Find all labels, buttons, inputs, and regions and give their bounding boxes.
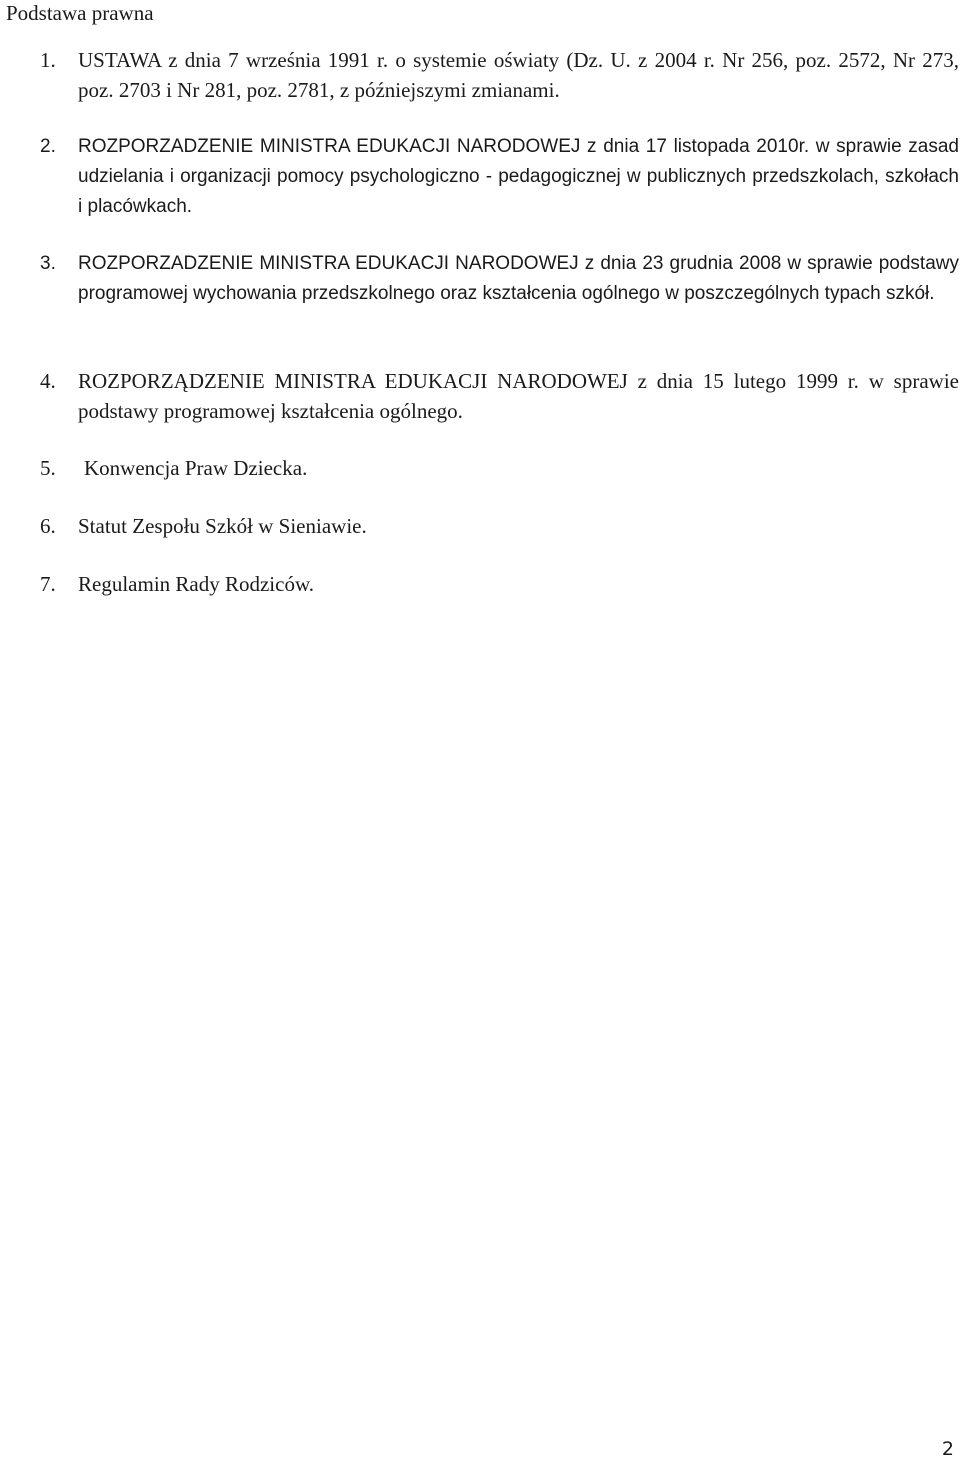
item-text: Regulamin Rady Rodziców.: [78, 572, 315, 596]
page-heading: Podstawa prawna: [6, 1, 154, 25]
item-number: 7.: [40, 572, 56, 596]
item-text: Statut Zespołu Szkół w Sieniawie.: [78, 514, 367, 538]
item-number: 6.: [40, 514, 56, 538]
item-text: ROZPORZĄDZENIE MINISTRA EDUKACJI NARODOWEJ z dnia 15 lutego 1999 r. w sprawie podstawy programowej kształcenia ogólnego.: [78, 369, 959, 423]
item-text: ROZPORZADZENIE MINISTRA EDUKACJI NARODOWEJ z dnia 17 listopada 2010r. w sprawie zasad udzielania i organizacji pomocy psychologiczno - pedagogicznej w publicznych przedszkolach, szkołach i placówkach.: [78, 136, 959, 217]
item-number: 3.: [40, 253, 56, 274]
item-text: USTAWA z dnia 7 września 1991 r. o systemie oświaty (Dz. U. z 2004 r. Nr 256, poz. 2572, Nr 273, poz. 2703 i Nr 281, poz. 2781, z późniejszymi zmianami.: [78, 48, 959, 102]
item-number: 5.: [40, 456, 56, 480]
item-number: 1.: [40, 48, 56, 72]
item-number: 2.: [40, 136, 56, 157]
item-number: 4.: [40, 369, 56, 393]
page-number: 2: [941, 1438, 954, 1460]
item-text: Konwencja Praw Dziecka.: [84, 456, 308, 480]
item-text: ROZPORZADZENIE MINISTRA EDUKACJI NARODOWEJ z dnia 23 grudnia 2008 w sprawie podstawy programowej wychowania przedszkolnego oraz kształcenia ogólnego w poszczególnych typach szkół.: [78, 253, 959, 304]
